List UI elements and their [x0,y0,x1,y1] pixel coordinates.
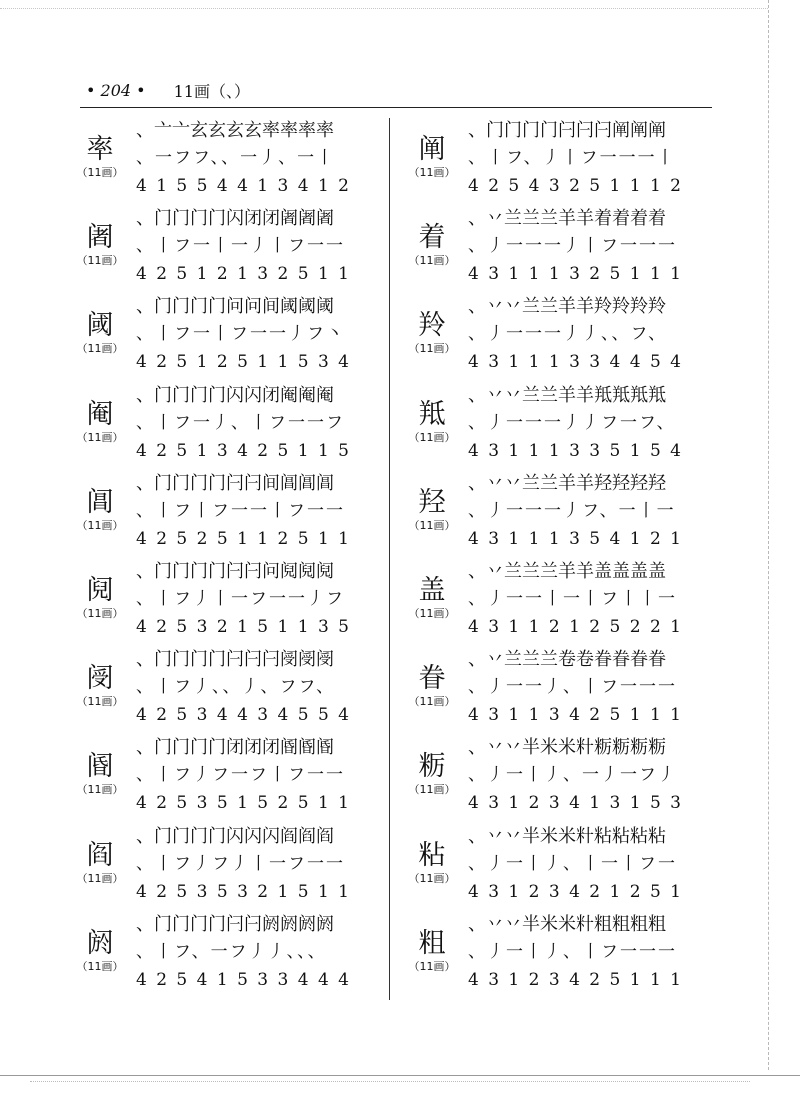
stroke-shapes: 、丿一一一丿丨フ一一一 [468,236,677,257]
stroke-shapes: 、丿一丨丿、丨フ一一一 [468,941,677,962]
stroke-numbers: 42534434554 [136,705,359,726]
stroke-progression: 、丷兰兰兰羊羊盖盖盖盖 [468,560,666,582]
character-entry [72,912,382,1000]
stroke-numbers: 42513425115 [136,440,359,461]
headword-character: 粗 [418,927,446,959]
stroke-progression: 、门门门门闪闪闪阎阎阎 [136,825,334,847]
headword-character: 阉 [86,398,114,430]
footer-rule [0,1075,800,1076]
stroke-count-label: （11画） [408,871,456,885]
stroke-count-label: （11画） [76,871,124,885]
page-edge-right [768,0,769,1070]
headword-character: 盖 [418,574,446,606]
character-entry [404,912,714,1000]
headword-character: 阋 [86,574,114,606]
headword-character: 羚 [418,310,446,342]
character-entry [72,294,382,382]
character-entry [404,735,714,823]
character-entry [72,647,382,735]
character-block [404,928,460,973]
character-entry [404,294,714,382]
section-title: 11画（、） [173,81,250,101]
character-entry [72,471,382,559]
headword-character: 着 [418,222,446,254]
character-entry [404,559,714,647]
page-header [86,78,726,102]
character-block [72,840,128,885]
stroke-numbers: 42512132511 [136,264,359,285]
character-entry [72,206,382,294]
stroke-shapes: 、丨フ丿フ丿丨一フ一一 [136,853,345,874]
character-entry [404,206,714,294]
character-block [72,928,128,973]
stroke-progression: 、门门门门闪闭闭阇阇阇 [136,208,334,230]
stroke-count-label: （11画） [408,783,456,797]
headword-character: 粝 [418,751,446,783]
stroke-progression: 、门门门门闭闭闭阍阍阍 [136,737,334,759]
page-edge-top [0,8,768,9]
stroke-numbers: 43111335154 [468,440,691,461]
character-entry [404,383,714,471]
left-column [72,118,382,1000]
stroke-shapes: 、丨フ、丿丨フ一一一丨 [468,148,676,168]
stroke-count-label: （11画） [408,959,456,973]
stroke-progression: 、门门门门闩闩闩阐阐阐 [468,120,666,141]
character-block [404,134,460,179]
character-entry [404,647,714,735]
character-block [72,222,128,267]
character-entry [404,118,714,206]
stroke-numbers: 43111354121 [468,528,691,549]
stroke-shapes: 、丨フ丨フ一一丨フ一一 [136,500,345,521]
stroke-numbers: 42525112511 [136,528,359,549]
footer-rule-dotted [30,1081,750,1082]
stroke-shapes: 、丨フ丿、、丿、フフ、 [136,677,336,698]
stroke-count-label: （11画） [76,166,124,179]
headword-character: 阎 [86,839,114,871]
stroke-numbers: 43112125221 [468,616,691,637]
character-block [404,575,460,620]
headword-character: 粘 [418,839,446,871]
headword-character: 阍 [86,751,114,783]
stroke-shapes: 、丿一丨丿、一丿一フ丿 [468,765,677,786]
stroke-numbers: 43111334454 [468,352,691,373]
stroke-shapes: 、丿一一丿、丨フ一一一 [468,677,677,698]
stroke-progression: 、丷丷兰兰羊羊羝羝羝羝 [468,384,666,406]
stroke-count-label: （11画） [408,430,456,444]
stroke-count-label: （11画） [76,254,124,268]
headword-character: 阇 [86,222,114,254]
character-block [404,222,460,267]
stroke-shapes: 、丿一一一丿丿フ一フ、 [468,412,676,433]
headword-character: 眷 [418,663,446,695]
headword-character: 率 [86,134,114,165]
stroke-progression: 、门门门门闩闩问阋阋阋 [136,560,334,582]
stroke-numbers: 42543251112 [468,176,691,196]
headword-character: 阐 [418,134,446,165]
stroke-count-label: （11画） [408,254,456,268]
stroke-shapes: 、丨フ、一フ丿丿、、、 [136,941,327,962]
stroke-count-label: （11画） [76,695,124,709]
stroke-count-label: （11画） [408,606,456,620]
character-block [72,134,128,179]
character-entry [72,735,382,823]
stroke-numbers: 42541533444 [136,969,359,990]
stroke-count-label: （11画） [408,342,456,356]
character-entry [404,824,714,912]
stroke-progression: 、丷丷半米米籵粘粘粘粘 [468,825,666,847]
stroke-count-label: （11画） [76,783,124,797]
stroke-count-label: （11画） [76,959,124,973]
character-entry [72,118,382,206]
character-entry [404,471,714,559]
stroke-shapes: 、丿一一丨一丨フ丨丨一 [468,588,677,609]
stroke-progression: 、门门门门问问间阈阈阈 [136,296,334,318]
character-block [404,663,460,708]
character-entry [72,559,382,647]
stroke-count-label: （11画） [408,166,456,179]
stroke-shapes: 、丨フ一丨フ一一丿フ丶 [136,324,345,345]
stroke-shapes: 、丿一丨丿、丨一丨フ一 [468,853,677,874]
stroke-progression: 、亠亠玄玄玄玄率率率率 [136,120,334,141]
stroke-count-label: （11画） [76,342,124,356]
stroke-numbers: 42535152511 [136,793,359,814]
character-block [404,487,460,532]
stroke-numbers: 41554413412 [136,176,359,196]
character-block [404,310,460,355]
headword-character: 阏 [86,927,114,959]
headword-character: 阌 [86,663,114,695]
stroke-progression: 、门门门门闪闪闭阉阉阉 [136,384,334,406]
headword-character: 羝 [418,398,446,430]
stroke-progression: 、丷丷兰兰羊羊羟羟羟羟 [468,472,666,494]
stroke-numbers: 43113425111 [468,705,691,726]
stroke-count-label: （11画） [76,518,124,532]
character-block [72,487,128,532]
right-column [404,118,714,1000]
stroke-numbers: 43111325111 [468,264,691,285]
stroke-numbers: 43123425111 [468,969,691,990]
stroke-shapes: 、丨フ一丿、丨フ一一フ [136,412,345,433]
stroke-progression: 、丷兰兰兰卷卷眷眷眷眷 [468,649,666,671]
stroke-count-label: （11画） [76,606,124,620]
stroke-progression: 、门门门门闩闩间阊阊阊 [136,472,334,494]
stroke-numbers: 42535321511 [136,881,359,902]
character-block [72,575,128,620]
stroke-progression: 、门门门门闩闩闩阌阌阌 [136,649,334,671]
headword-character: 羟 [418,486,446,518]
stroke-numbers: 43123421251 [468,881,691,902]
character-block [72,663,128,708]
character-block [72,399,128,444]
stroke-numbers: 43123413153 [468,793,691,814]
stroke-count-label: （11画） [76,430,124,444]
header-rule [80,107,712,108]
character-block [72,751,128,796]
character-block [404,751,460,796]
stroke-shapes: 、丨フ丿丨一フ一一丿フ [136,588,345,609]
stroke-shapes: 、丨フ丿フ一フ丨フ一一 [136,765,345,786]
character-block [404,399,460,444]
stroke-count-label: （11画） [408,518,456,532]
headword-character: 阈 [86,310,114,342]
stroke-progression: 、丷丷半米米籵粝粝粝粝 [468,737,666,759]
stroke-progression: 、丷丷半米米籵粗粗粗粗 [468,913,666,935]
stroke-shapes: 、丿一一一丿フ、一丨一 [468,500,676,521]
stroke-progression: 、丷丷兰兰羊羊羚羚羚羚 [468,296,666,318]
character-entry [72,824,382,912]
stroke-numbers: 42532151135 [136,616,359,637]
stroke-shapes: 、丨フ一丨一丿丨フ一一 [136,236,345,257]
headword-character: 阊 [86,486,114,518]
stroke-progression: 、丷兰兰兰羊羊着着着着 [468,208,666,230]
character-block [72,310,128,355]
stroke-shapes: 、一フフ、、一丿、一丨 [136,148,336,168]
character-entry [72,383,382,471]
page-number: • 204 • [86,80,146,100]
stroke-progression: 、门门门门闩闩阏阏阏阏 [136,913,334,935]
stroke-shapes: 、丿一一一丿丿、、フ、 [468,324,668,345]
stroke-numbers: 42512511534 [136,352,359,373]
stroke-count-label: （11画） [408,695,456,709]
character-block [404,840,460,885]
